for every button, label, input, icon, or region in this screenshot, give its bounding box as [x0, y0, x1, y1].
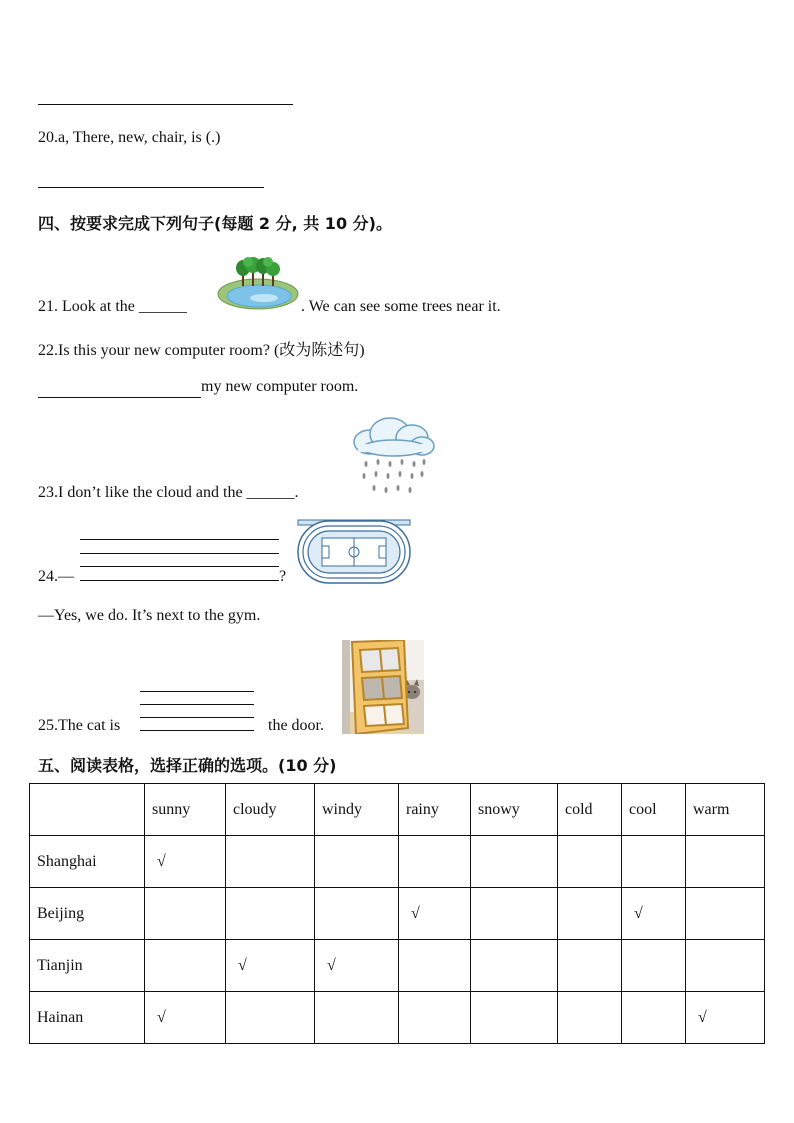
check-cell — [145, 940, 226, 992]
section-4-heading: 四、按要求完成下列句子(每题 2 分, 共 10 分)。 — [38, 214, 392, 233]
question-24-prefix: 24.— — [38, 568, 74, 585]
check-cell — [315, 836, 399, 888]
check-cell — [558, 992, 622, 1044]
check-cell: √ — [686, 992, 765, 1044]
section-5-heading: 五、阅读表格，选择正确的选项。(10 分) — [38, 756, 337, 775]
question-22-answer-suffix: my new computer room. — [201, 378, 359, 395]
question-20: 20.a, There, new, chair, is (.) — [38, 129, 221, 146]
table-header-cell: windy — [315, 784, 399, 836]
check-cell: √ — [145, 836, 226, 888]
table-header-cell: snowy — [471, 784, 558, 836]
check-cell — [622, 836, 686, 888]
check-cell — [399, 836, 471, 888]
city-cell: Hainan — [30, 992, 145, 1044]
check-cell — [471, 888, 558, 940]
running-track-image — [296, 518, 412, 586]
table-header-cell: rainy — [399, 784, 471, 836]
check-cell — [622, 940, 686, 992]
weather-table — [29, 783, 765, 1044]
city-cell: Beijing — [30, 888, 145, 940]
check-cell — [558, 888, 622, 940]
check-cell — [686, 836, 765, 888]
check-cell — [226, 836, 315, 888]
check-cell — [471, 992, 558, 1044]
answer-line-24d — [80, 580, 279, 581]
check-cell — [686, 940, 765, 992]
check-cell: √ — [315, 940, 399, 992]
rain-cloud-image — [350, 414, 436, 496]
table-row — [30, 940, 765, 992]
check-cell — [558, 940, 622, 992]
check-cell — [558, 836, 622, 888]
lake-trees-image — [216, 256, 300, 312]
check-cell — [226, 992, 315, 1044]
question-24-suffix: ? — [279, 568, 287, 585]
table-header-cell — [30, 784, 145, 836]
answer-line-19 — [38, 104, 293, 105]
check-cell — [315, 992, 399, 1044]
table-header-cell: cool — [622, 784, 686, 836]
check-cell: √ — [399, 888, 471, 940]
check-cell — [399, 940, 471, 992]
check-cell — [315, 888, 399, 940]
city-cell: Shanghai — [30, 836, 145, 888]
question-22: 22.Is this your new computer room? (改为陈述句) — [38, 342, 365, 359]
check-cell — [686, 888, 765, 940]
check-cell — [399, 992, 471, 1044]
table-row — [30, 888, 765, 940]
table-row — [30, 836, 765, 888]
answer-line-25c — [140, 717, 254, 718]
table-row — [30, 992, 765, 1044]
check-cell: √ — [226, 940, 315, 992]
check-cell — [226, 888, 315, 940]
answer-line-22 — [38, 397, 201, 398]
answer-line-25b — [140, 704, 254, 705]
check-cell — [145, 888, 226, 940]
table-header-cell: cloudy — [226, 784, 315, 836]
answer-line-25a — [140, 691, 254, 692]
check-cell — [622, 992, 686, 1044]
question-24-answer: —Yes, we do. It’s next to the gym. — [38, 607, 261, 624]
question-21-text-after: . We can see some trees near it. — [301, 298, 501, 315]
answer-line-25d — [140, 730, 254, 731]
check-cell: √ — [145, 992, 226, 1044]
answer-line-24b — [80, 553, 279, 554]
answer-line-24a — [80, 539, 279, 540]
question-21-text-before: 21. Look at the ______ — [38, 298, 187, 315]
question-25-suffix: the door. — [268, 717, 324, 734]
answer-line-24c — [80, 566, 279, 567]
table-header-cell: cold — [558, 784, 622, 836]
answer-line-20 — [38, 187, 264, 188]
cat-door-image — [342, 640, 424, 734]
question-25-prefix: 25.The cat is — [38, 717, 121, 734]
city-cell: Tianjin — [30, 940, 145, 992]
check-cell: √ — [622, 888, 686, 940]
question-23: 23.I don’t like the cloud and the ______. — [38, 484, 299, 501]
check-cell — [471, 836, 558, 888]
check-cell — [471, 940, 558, 992]
table-header-row — [30, 784, 765, 836]
table-header-cell: warm — [686, 784, 765, 836]
table-header-cell: sunny — [145, 784, 226, 836]
